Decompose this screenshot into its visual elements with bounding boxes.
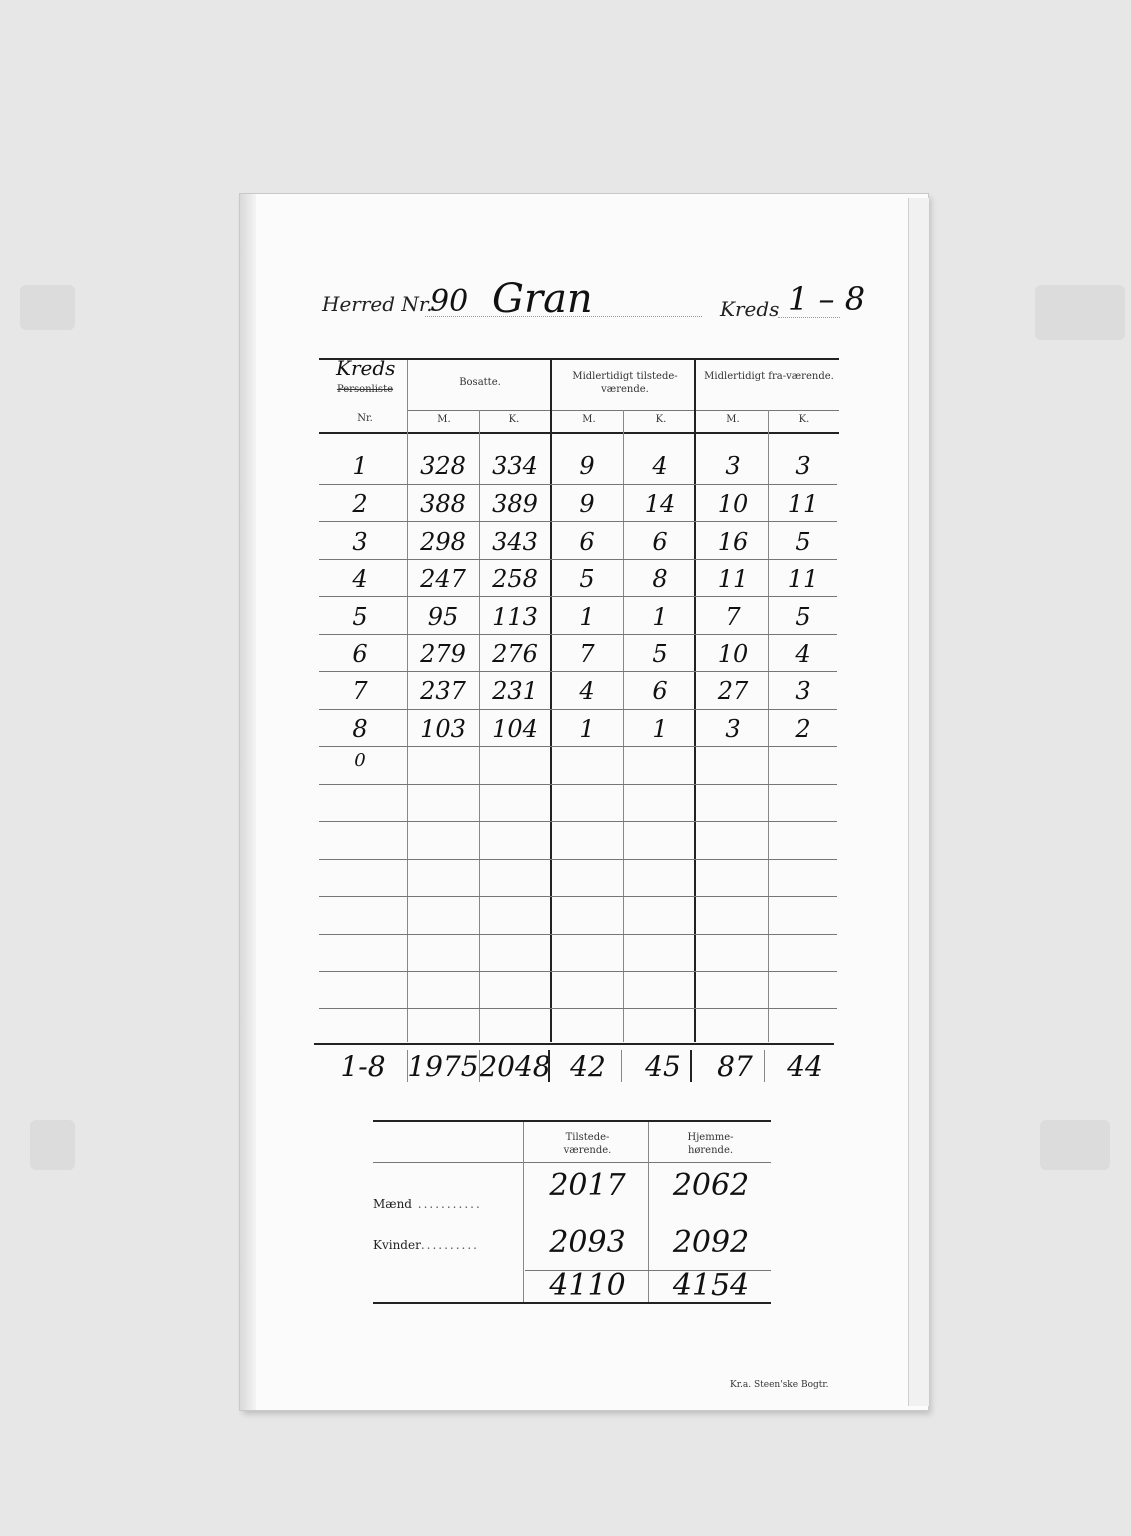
totals-divider (764, 1050, 765, 1082)
fravaerende-k: 5 (795, 528, 811, 556)
total-tilstede-k: 45 (645, 1050, 681, 1083)
sub-m: M. (437, 414, 451, 425)
row-rule (319, 484, 837, 485)
col-divider (479, 410, 480, 1042)
totals-divider (621, 1050, 622, 1082)
bosatte-k: 389 (492, 490, 538, 518)
background-smudge (1040, 1120, 1110, 1170)
bosatte-m: 237 (420, 677, 466, 705)
bosatte-k: 113 (492, 603, 538, 631)
row-rule (319, 559, 837, 560)
totals-label: 1-8 (340, 1050, 386, 1083)
bosatte-m: 247 (420, 565, 466, 593)
col1-nr: Nr. (357, 413, 373, 424)
tilstede-m: 1 (579, 603, 595, 631)
bosatte-k: 334 (492, 452, 538, 480)
table-header-bottom-rule (319, 432, 839, 434)
paper-stub (908, 198, 929, 1406)
kreds-value: 1 – 8 (788, 280, 866, 318)
kreds-nr: 6 (352, 640, 368, 668)
col-divider (623, 410, 624, 1042)
group-tilstedevaerende: Midlertidigt tilstede-værende. (572, 371, 678, 395)
bosatte-k: 231 (492, 677, 538, 705)
total-hjemme: 4154 (672, 1268, 750, 1303)
row-rule (319, 821, 837, 822)
total-tilstede: 4110 (549, 1268, 626, 1303)
total-tilstede-m: 42 (570, 1050, 606, 1083)
herred-name: Gran (492, 276, 593, 322)
bosatte-k: 258 (492, 565, 538, 593)
fravaerende-m: 11 (717, 565, 749, 593)
fravaerende-k: 11 (787, 490, 819, 518)
col1-kreds-handwritten: Kreds (336, 356, 396, 380)
sub-k: K. (655, 414, 667, 425)
totals-divider (479, 1050, 480, 1082)
tilstede-m: 1 (579, 715, 595, 743)
tilstede-m: 7 (579, 640, 595, 668)
bosatte-k: 343 (492, 528, 538, 556)
total-bosatte-m: 1975 (407, 1050, 479, 1083)
bosatte-k: 276 (492, 640, 538, 668)
row-rule (319, 671, 837, 672)
group-bosatte: Bosatte. (459, 377, 501, 388)
kreds-nr: 2 (352, 490, 368, 518)
bosatte-m: 328 (420, 452, 466, 480)
sub-k: K. (508, 414, 520, 425)
fravaerende-m: 3 (725, 715, 741, 743)
row-rule (319, 784, 837, 785)
fravaerende-m: 7 (725, 603, 741, 631)
fravaerende-m: 27 (717, 677, 749, 705)
kvinder-label-text: Kvinder (373, 1238, 421, 1252)
kreds-nr: 0 (354, 750, 366, 771)
row-rule (319, 896, 837, 897)
background-smudge (30, 1120, 75, 1170)
kreds-nr: 8 (352, 715, 368, 743)
tilstede-k: 6 (652, 677, 668, 705)
tilstede-m: 6 (579, 528, 595, 556)
fravaerende-m: 3 (725, 452, 741, 480)
summary-bottom-rule (373, 1302, 771, 1304)
col1-personliste-struck: Personliste (336, 384, 394, 395)
totals-divider (407, 1050, 408, 1082)
tilstede-m: 5 (579, 565, 595, 593)
row-rule (319, 859, 837, 860)
bosatte-m: 95 (427, 603, 459, 631)
col-divider (768, 410, 769, 1042)
sub-m: M. (582, 414, 596, 425)
printer-imprint: Kr.a. Steen'ske Bogtr. (730, 1380, 829, 1390)
group-divider (550, 360, 552, 1042)
row-rule (319, 596, 837, 597)
fravaerende-k: 4 (795, 640, 811, 668)
fravaerende-k: 3 (795, 677, 811, 705)
group-divider (694, 360, 696, 1042)
sub-m: M. (726, 414, 740, 425)
kreds-label: Kreds (720, 297, 780, 321)
summary-header-tilstede: Tilstede-værende. (563, 1132, 612, 1156)
kreds-nr: 5 (352, 603, 368, 631)
tilstede-k: 5 (652, 640, 668, 668)
tilstede-k: 8 (652, 565, 668, 593)
herred-label: Herred Nr. (322, 292, 433, 316)
summary-top-rule (373, 1120, 771, 1122)
bosatte-m: 388 (420, 490, 466, 518)
row-rule (319, 934, 837, 935)
fravaerende-k: 2 (795, 715, 811, 743)
fravaerende-m: 16 (717, 528, 749, 556)
fravaerende-k: 5 (795, 603, 811, 631)
kvinder-tilstede: 2093 (549, 1225, 626, 1260)
summary-divider (523, 1122, 524, 1302)
tilstede-k: 4 (652, 452, 668, 480)
col-divider (407, 360, 408, 1042)
row-rule (319, 1008, 837, 1009)
fravaerende-k: 11 (787, 565, 819, 593)
kvinder-label (373, 1238, 523, 1252)
maend-label (373, 1197, 523, 1211)
tilstede-k: 1 (652, 715, 668, 743)
row-rule (319, 746, 837, 747)
paper-edge (240, 194, 256, 1410)
dot-leader: ........... (411, 1197, 482, 1211)
summary-header-hjemme: Hjemme-hørende. (687, 1132, 734, 1156)
totals-divider (548, 1050, 550, 1082)
tilstede-m: 9 (579, 452, 595, 480)
kreds-nr: 4 (352, 565, 368, 593)
summary-divider (648, 1122, 649, 1302)
totals-rule (314, 1043, 834, 1045)
bosatte-k: 104 (492, 715, 538, 743)
total-fravaerende-m: 87 (717, 1050, 753, 1083)
totals-divider (690, 1050, 692, 1082)
row-rule (319, 709, 837, 710)
tilstede-m: 4 (579, 677, 595, 705)
kreds-dotted-line (778, 317, 840, 318)
dot-leader: .......... (420, 1238, 479, 1252)
fravaerende-m: 10 (717, 640, 749, 668)
table-top-rule (319, 358, 839, 360)
tilstede-m: 9 (579, 490, 595, 518)
maend-hjemme: 2062 (672, 1168, 750, 1203)
summary-header-rule (373, 1162, 771, 1163)
bosatte-m: 103 (420, 715, 466, 743)
tilstede-k: 1 (652, 603, 668, 631)
herred-dotted-line (425, 316, 702, 317)
background-smudge (20, 285, 75, 330)
sub-k: K. (798, 414, 810, 425)
tilstede-k: 6 (652, 528, 668, 556)
maend-label-text: Mænd (373, 1197, 412, 1211)
row-rule (319, 634, 837, 635)
fravaerende-k: 3 (795, 452, 811, 480)
tilstede-k: 14 (644, 490, 676, 518)
kreds-nr: 1 (352, 452, 368, 480)
bosatte-m: 298 (420, 528, 466, 556)
bosatte-m: 279 (420, 640, 466, 668)
total-bosatte-k: 2048 (479, 1050, 551, 1083)
background-smudge (1035, 285, 1125, 340)
group-fravaerende: Midlertidigt fra-værende. (704, 371, 834, 382)
kreds-nr: 3 (352, 528, 368, 556)
row-rule (319, 521, 837, 522)
herred-number: 90 (430, 284, 469, 319)
kreds-nr: 7 (352, 677, 368, 705)
maend-tilstede: 2017 (549, 1168, 626, 1203)
fravaerende-m: 10 (717, 490, 749, 518)
kvinder-hjemme: 2092 (672, 1225, 750, 1260)
row-rule (319, 971, 837, 972)
total-fravaerende-k: 44 (787, 1050, 823, 1083)
